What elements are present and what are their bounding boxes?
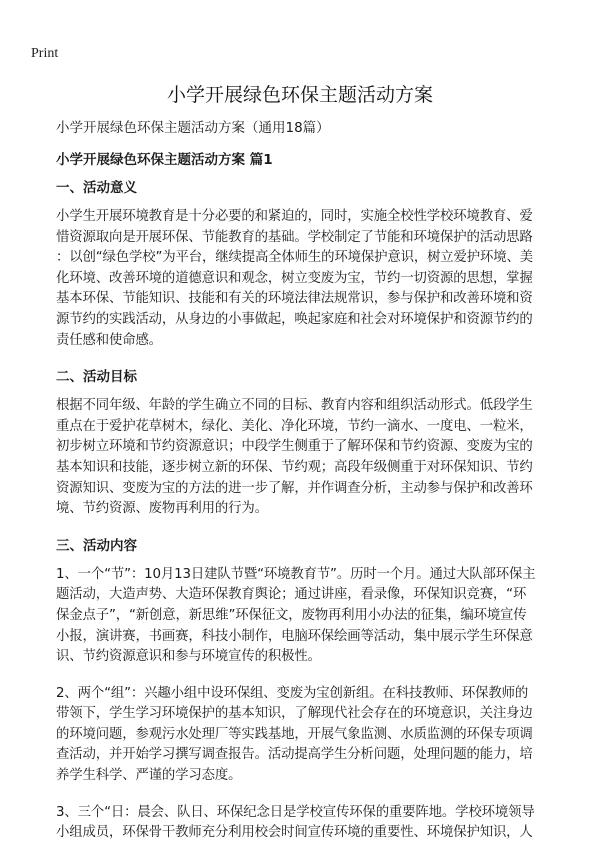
paragraph-line: 带领下，学生学习环境保护的基本知识，了解现代社会存在的环境意识，关注身边	[56, 706, 533, 722]
section-heading: 三、活动内容	[56, 537, 137, 554]
paragraph-line: 基本环保、节能知识、技能和有关的环境法律法规常识，参与保护和改善环境和资	[56, 291, 533, 307]
paragraph-line: 基本知识和技能，逐步树立新的环保、节约观；高段年级侧重于对环保知识、节约	[56, 459, 533, 475]
paragraph-line: 重点在于爱护花草树木，绿化、美化、净化环境，节约一滴水、一度电、一粒米，	[56, 418, 533, 434]
paragraph-line: 小报，演讲赛，书画赛，科技小制作，电脑环保绘画等活动，集中展示学生环保意	[56, 628, 533, 644]
paragraph-line: 境、节约资源、废物再利用的行为。	[56, 501, 268, 517]
paragraph-line: 责任感和使命感。	[56, 332, 162, 348]
document-title: 小学开展绿色环保主题活动方案	[166, 84, 433, 106]
paragraph-line: 1、一个“节”：10月13日建队节暨“环境教育节”。历时一个月。通过大队部环保主	[56, 566, 536, 582]
paragraph-line: 资源知识、变废为宝的方法的进一步了解，并作调查分析，主动参与保护和改善环	[56, 480, 533, 496]
paragraph	[56, 396, 556, 520]
paragraph-line: 化环境、改善环境的道德意识和观念，树立变废为宝，节约一切资源的思想，掌握	[56, 270, 533, 286]
paragraph-line: 小学生开展环境教育是十分必要的和紧迫的，同时，实施全校性学校环境教育、爱	[56, 209, 533, 224]
paragraph	[56, 565, 556, 668]
paragraph-line: 保金点子”，“新创意，新思维”环保征文，废物再利用小办法的征集，编环境宣传	[56, 607, 527, 623]
paragraph-line: 初步树立环境和节约资源意识；中段学生侧重于了解环保和节约资源、变废为宝的	[56, 439, 533, 455]
paragraph-line: 根据不同年级、年龄的学生确立不同的目标、教育内容和组织活动形式。低段学生	[56, 398, 533, 414]
section-heading: 二、活动目标	[56, 369, 137, 386]
print-link[interactable]: Print	[31, 46, 59, 61]
paragraph-line: 3、三个“日：晨会、队日、环保纪念日是学校宣传环保的重要阵地。学校环境领导	[56, 804, 535, 820]
document-subtitle: 小学开展绿色环保主题活动方案（通用18篇）	[56, 120, 330, 136]
paragraph-line: 的环境问题，参观污水处理厂等实践基地，开展气象监测、水质监测的环保专项调	[56, 726, 533, 742]
paragraph-line: 惜资源取向是开展环保、节能教育的基础。学校制定了节能和环境保护的活动思路	[56, 229, 533, 245]
part-title: 小学开展绿色环保主题活动方案 篇1	[56, 152, 273, 168]
paragraph-line: 查活动，并开始学习撰写调查报告。活动提高学生分析问题，处理问题的能力，培	[56, 747, 533, 763]
paragraph-line: 识、节约资源意识和参与环境宣传的积极性。	[56, 649, 321, 665]
paragraph-line: 题活动，大造声势、大造环保教育舆论；通过讲座，看录像，环保知识竞赛，“环	[56, 587, 527, 603]
paragraph	[56, 684, 556, 787]
section-heading: 一、活动意义	[56, 180, 137, 196]
paragraph-line: ：以创“绿色学校”为平台，继续提高全体师生的环境保护意识，树立爱护环境、美	[56, 250, 533, 266]
sections	[56, 178, 556, 844]
paragraph-line: 养学生科学、严谨的学习态度。	[56, 768, 242, 784]
paragraph-line: 小组成员，环保骨干教师充分利用校会时间宣传环境的重要性、环境保护知识，人	[56, 825, 533, 841]
document-body	[56, 118, 556, 860]
paragraph	[56, 207, 556, 351]
paragraph-line: 源节约的实践活动，从身边的小事做起，唤起家庭和社会对环境保护和资源节约的	[56, 311, 533, 327]
paragraph-line: 2、两个“组”：兴趣小组中设环保组、变废为宝创新组。在科技教师、环保教师的	[56, 685, 529, 701]
paragraph	[56, 803, 556, 844]
